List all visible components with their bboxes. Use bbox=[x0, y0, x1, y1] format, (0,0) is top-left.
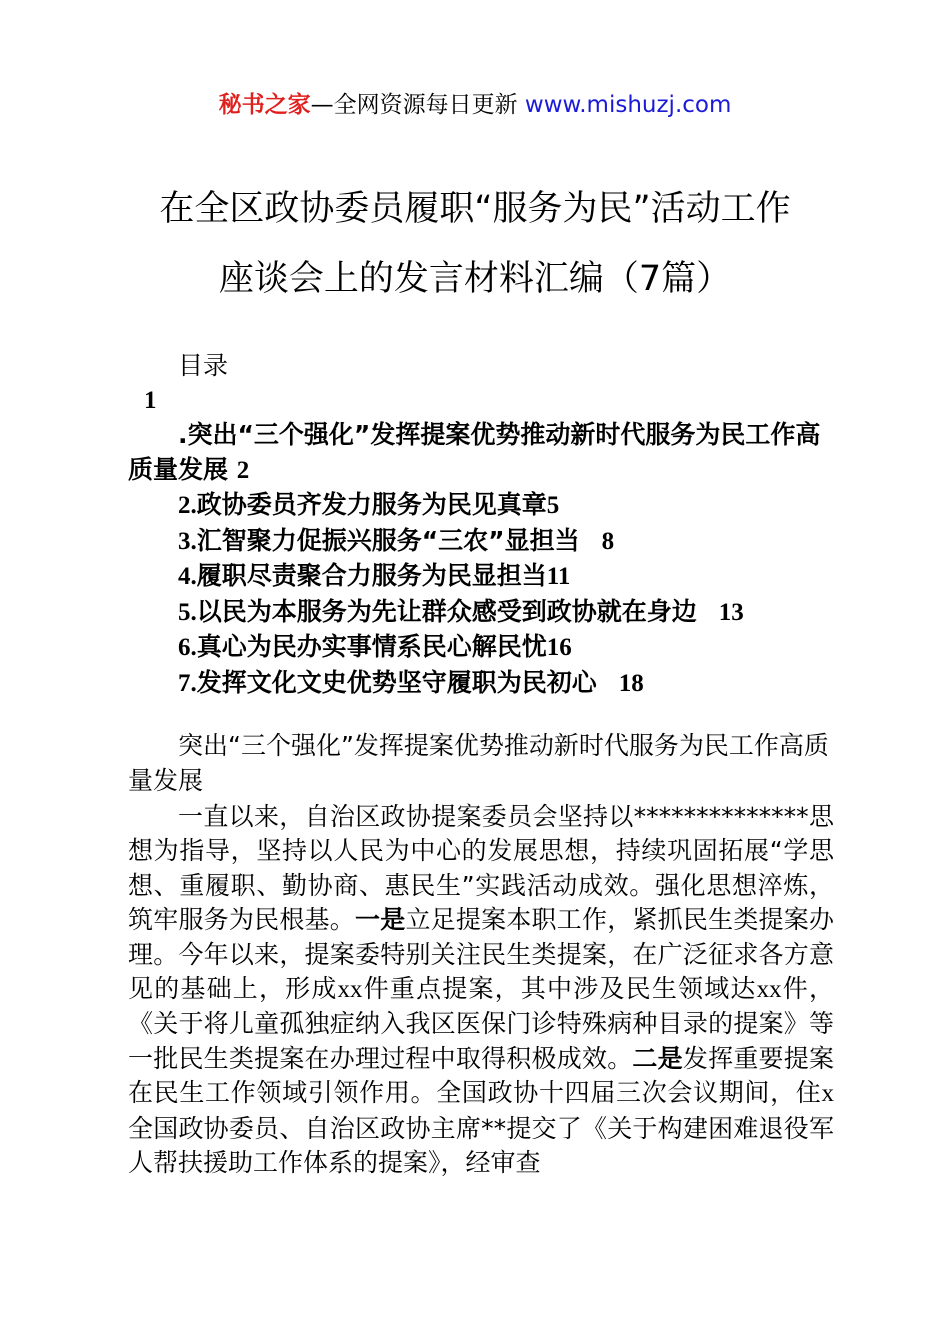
toc-item-page: 2 bbox=[236, 456, 250, 484]
toc-item-page: 8 bbox=[601, 527, 615, 555]
table-of-contents bbox=[128, 418, 834, 701]
toc-item[interactable] bbox=[128, 418, 834, 488]
site-url[interactable]: www.mishuzj.com bbox=[524, 92, 732, 118]
body-placeholder: xx bbox=[756, 976, 782, 1004]
toc-first-number: 1 bbox=[144, 387, 157, 414]
toc-item-title: 履职尽责聚合力服务为民显担当 bbox=[196, 561, 547, 590]
toc-item[interactable] bbox=[128, 666, 834, 702]
document-title-line-1: 在全区政协委员履职“服务为民”活动工作 bbox=[159, 189, 791, 229]
toc-item[interactable] bbox=[128, 524, 834, 560]
document-title-line-2: 座谈会上的发言材料汇编（7篇） bbox=[218, 259, 732, 299]
body-text: 全国政协委员、自治区政协主席**提交了《关于构建困难退役军人帮扶援助工作体系的提案》，经审查 bbox=[128, 1113, 834, 1178]
body-bold-marker: 一是 bbox=[355, 905, 406, 935]
toc-item-number: 6. bbox=[178, 634, 197, 661]
toc-item-number: 4. bbox=[178, 563, 197, 590]
toc-item-page: 11 bbox=[546, 563, 571, 590]
body-text: 立足提案本职工作，紧抓民生类提案办理。今年以来，提案委特别关注民生类提案，在广泛征求各方意见的基础上，形成 bbox=[128, 905, 834, 1004]
toc-item-page: 5 bbox=[546, 492, 560, 519]
toc-item-title: 汇智聚力促振兴服务“三农”显担当 bbox=[196, 525, 580, 555]
site-tagline: —全网资源每日更新 bbox=[310, 92, 525, 118]
toc-item-page: 18 bbox=[618, 669, 644, 697]
toc-item-title: 真心为民办实事情系民心解民忧 bbox=[196, 632, 547, 661]
toc-item-number: 2. bbox=[178, 492, 197, 519]
toc-item-number: 7. bbox=[178, 669, 197, 697]
toc-item-title: 以民为本服务为先让群众感受到政协就在身边 bbox=[196, 596, 697, 626]
toc-item[interactable] bbox=[128, 488, 834, 524]
body-text: 件重点提案，其中涉及民生领域达 bbox=[362, 974, 757, 1004]
site-header bbox=[0, 88, 950, 122]
body-placeholder: x bbox=[821, 1080, 834, 1108]
section-heading: 突出“三个强化”发挥提案优势推动新时代服务为民工作高质量发展 bbox=[128, 731, 829, 795]
toc-item-title: 政协委员齐发力服务为民见真章 bbox=[196, 490, 547, 519]
body-placeholder: xx bbox=[337, 976, 363, 1004]
body-text: 件，《关于将儿童孤独症纳入我区医保门诊特殊病种目录的提案》等一批民生类提案在办理过程中取得积极成效。 bbox=[128, 974, 834, 1073]
toc-item[interactable] bbox=[128, 595, 834, 631]
body-text: 发挥重要提案在民生工作领域引领作用。全国政协十四届三次会议期间，住 bbox=[128, 1043, 834, 1108]
body-paragraph bbox=[128, 800, 834, 1180]
toc-item[interactable] bbox=[128, 559, 834, 595]
toc-item-page: 13 bbox=[718, 598, 744, 626]
site-brand: 秘书之家 bbox=[218, 92, 311, 118]
toc-item[interactable] bbox=[128, 630, 834, 666]
body-bold-marker: 二是 bbox=[632, 1043, 683, 1073]
body-text: 一直以来，自治区政协提案委员会坚持以**************思想为指导，坚持以人民为中心的发展思想，持续巩固拓展“学思想、重履职、勤协商、惠民生”实践活动成效。强化思想淬炼，筑牢服务为民根基。 bbox=[128, 802, 834, 935]
toc-item-title: 发挥文化文史优势坚守履职为民初心 bbox=[196, 667, 597, 697]
toc-item-number: 3. bbox=[178, 527, 197, 555]
toc-item-number: 5. bbox=[178, 598, 197, 626]
toc-item-title: .突出“三个强化”发挥提案优势推动新时代服务为民工作高质量发展 bbox=[128, 420, 821, 484]
toc-item-page: 16 bbox=[546, 634, 572, 661]
toc-heading: 目录 bbox=[178, 351, 229, 380]
